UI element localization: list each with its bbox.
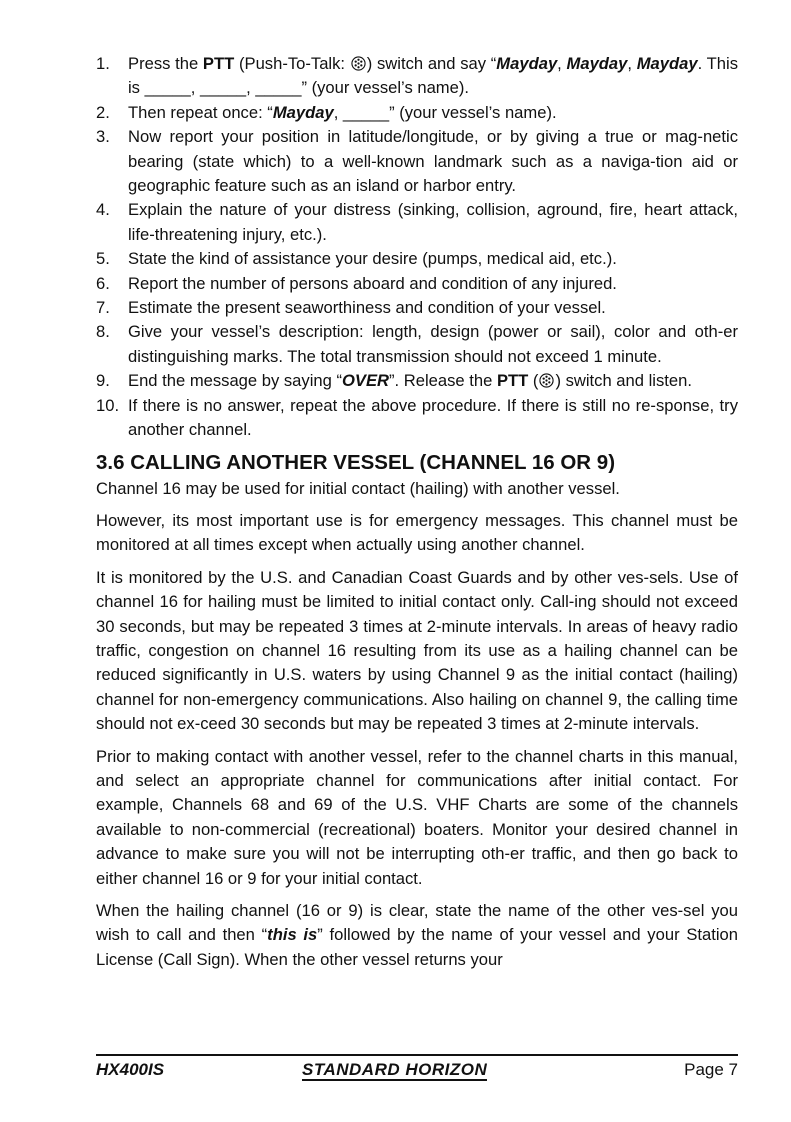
emphasis-text: this is — [267, 925, 318, 945]
body-paragraph — [96, 566, 738, 737]
procedure-step — [96, 394, 738, 443]
footer-page-number: Page 7 — [684, 1060, 738, 1079]
text-run: Channel 16 may be used for initial contact (hailing) with another vessel. — [96, 478, 620, 498]
emphasis-text: Mayday — [272, 102, 334, 122]
section-body — [96, 477, 738, 973]
footer-brand-logo: STANDARD HORIZON — [302, 1060, 488, 1079]
text-run: . This is _____, _____, _____” (your vessel’s name). — [128, 54, 738, 98]
emphasis-text: PTT — [496, 371, 529, 391]
text-run: ”. Release the — [389, 371, 497, 391]
text-run: (Push-To-Talk: — [234, 54, 350, 73]
text-run: It is monitored by the U.S. and Canadian Coast Guards and by other ves-sels. Use of channel 16 for hailing must be limited to initial contact only. Call-ing should not exceed 30 seconds, but may be repeated 3 times at 2-minute intervals. In areas of heavy radio traffic, congestion on channel 16 resulting from its use as a hailing channel can be reduced significantly in U.S. waters by using Channel 9 as the initial contact (hailing) channel for non-emergency communications. Also hailing on channel 9, the calling time should not ex-ceed 30 seconds but may be repeated 3 times at 2-minute intervals. — [96, 567, 738, 734]
text-run: Estimate the present seaworthiness and condition of your vessel. — [128, 298, 606, 318]
page-footer — [96, 1054, 738, 1086]
text-run: , _____” (your vessel’s name). — [333, 102, 557, 122]
text-run: State the kind of assistance your desire (pumps, medical aid, etc.). — [128, 249, 617, 269]
procedure-step — [96, 125, 738, 198]
text-run: When the hailing channel (16 or 9) is clear, state the name of the other ves-sel you wish to call and then “ — [96, 901, 738, 945]
ptt-button-icon — [351, 56, 366, 71]
procedure-step — [96, 369, 738, 393]
body-paragraph — [96, 745, 738, 891]
step-number: 6. — [96, 273, 110, 293]
text-run: Report the number of persons aboard and condition of any injured. — [128, 273, 617, 293]
step-number: 1. — [96, 54, 110, 73]
body-paragraph — [96, 509, 738, 558]
procedure-step — [96, 320, 738, 369]
text-run: Give your vessel’s description: length, design (power or sail), color and oth-er distinguishing marks. The total transmission should not exceed 1 minute. — [128, 322, 738, 366]
step-number: 8. — [96, 322, 110, 342]
text-run: Prior to making contact with another vessel, refer to the channel charts in this manual, and select an appropriate channel for communications after initial contact. For example, Channels 68 and 69 of the U.S. VHF Charts are some of the channels available to non-commercial (recreational) boaters. Monitor your desired channel in advance to make sure you will not be interrupting oth-er traffic, and then go back to either channel 16 or 9 for your initial contact. — [96, 746, 738, 888]
procedure-step — [96, 198, 738, 247]
text-run: Then repeat once: “ — [128, 102, 273, 122]
step-number: 5. — [96, 249, 110, 269]
emphasis-text: PTT — [202, 54, 235, 73]
footer-model: HX400IS — [96, 1060, 165, 1079]
procedure-step — [96, 247, 738, 271]
text-run: However, its most important use is for emergency messages. This channel must be monitored at all times except when actually using another channel. — [96, 510, 738, 555]
body-paragraph — [96, 899, 738, 972]
text-run: ) switch and say “ — [366, 54, 497, 73]
text-run: , — [557, 54, 567, 73]
procedure-step — [96, 101, 738, 125]
step-number: 4. — [96, 200, 110, 220]
step-number: 3. — [96, 127, 110, 147]
text-run: ) switch and listen. — [555, 371, 692, 391]
procedure-step — [96, 272, 738, 296]
text-run: ” followed by the name of your vessel and your Station License (Call Sign). When the other vessel returns your — [96, 925, 738, 969]
procedure-step — [96, 52, 738, 101]
emphasis-text: OVER — [342, 371, 390, 391]
step-number: 2. — [96, 102, 110, 122]
manual-page — [96, 52, 738, 972]
text-run: End the message by saying “ — [128, 371, 342, 391]
emphasis-text: Mayday — [636, 54, 698, 73]
text-run: If there is no answer, repeat the above procedure. If there is still no re-sponse, try another channel. — [128, 395, 738, 440]
step-number: 9. — [96, 371, 110, 391]
step-number: 10. — [96, 395, 120, 415]
emphasis-text: Mayday — [496, 54, 558, 73]
step-number: 7. — [96, 298, 110, 318]
procedure-step — [96, 296, 738, 320]
emphasis-text: Mayday — [566, 54, 628, 73]
text-run: , — [627, 54, 637, 73]
ptt-button-icon — [539, 373, 554, 388]
text-run: Explain the nature of your distress (sinking, collision, aground, fire, heart attack, life-threatening injury, etc.). — [128, 200, 738, 244]
text-run: Press the — [128, 54, 203, 73]
text-run: ( — [528, 371, 539, 391]
section-heading: 3.6 CALLING ANOTHER VESSEL (CHANNEL 16 OR 9) — [96, 450, 616, 474]
body-paragraph — [96, 477, 738, 501]
text-run: Now report your position in latitude/longitude, or by giving a true or mag-netic bearing (state which) to a well-known landmark such as a naviga-tion aid or geographic feature such as an island or harbor entry. — [128, 127, 738, 196]
distress-procedure-list — [96, 52, 738, 443]
